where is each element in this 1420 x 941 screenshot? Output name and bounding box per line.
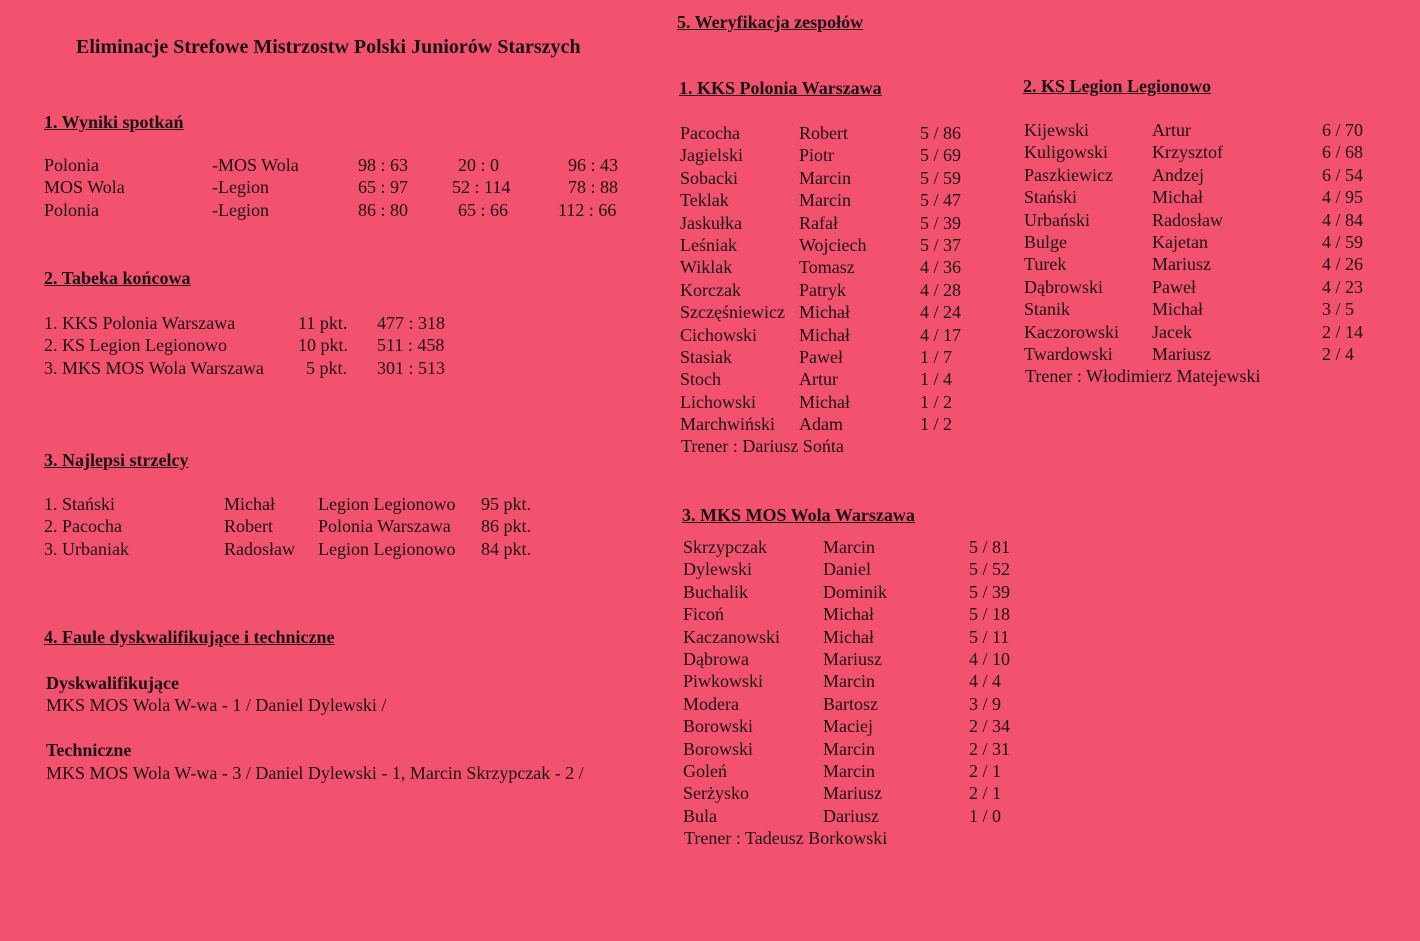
player-row (1024, 186, 1384, 208)
player-row (683, 693, 1023, 715)
player-last-name: Stanik (1024, 299, 1071, 320)
results-row (44, 199, 644, 221)
player-last-name: Korczak (680, 279, 741, 300)
player-stat: 6 / 70 (1322, 120, 1364, 140)
player-row (1024, 119, 1384, 141)
player-first-name: Andzej (1152, 164, 1204, 185)
player-row (680, 279, 990, 301)
player-first-name: Marcin (823, 537, 875, 557)
standings-team: 1. KKS Polonia Warszawa (44, 313, 236, 333)
player-stat: 4 / 17 (920, 324, 962, 345)
player-stat: 1 / 2 (920, 391, 953, 412)
player-stat: 4 / 23 (1322, 276, 1364, 297)
player-first-name: Michał (799, 302, 850, 323)
technical-text: MKS MOS Wola W-wa - 3 / Daniel Dylewski - 1, Marcin Skrzypczak - 2 / (46, 763, 584, 783)
player-row (683, 805, 1023, 827)
player-last-name: Twardowski (1024, 343, 1113, 364)
standings-row (44, 357, 494, 379)
scorer-name: 1. Stański (44, 494, 116, 514)
player-first-name: Mariusz (823, 648, 882, 669)
player-first-name: Adam (799, 414, 843, 435)
player-stat: 5 / 47 (920, 190, 962, 211)
player-row (680, 324, 990, 346)
player-first-name: Robert (799, 123, 848, 143)
section-5-heading: 5. Weryfikacja zespołów (677, 12, 864, 32)
player-first-name: Dariusz (823, 805, 879, 826)
player-row (680, 234, 990, 256)
team-polonia-roster (680, 122, 990, 458)
scorer-name: 3. Urbaniak (44, 538, 129, 559)
results-home: Polonia (44, 155, 100, 175)
scorer-row (44, 538, 564, 560)
player-first-name: Wojciech (799, 234, 867, 255)
results-home: Polonia (44, 199, 100, 220)
player-first-name: Radosław (1152, 209, 1223, 230)
player-last-name: Pacocha (680, 123, 740, 143)
player-last-name: Dąbrowa (683, 648, 749, 669)
player-first-name: Michał (823, 626, 874, 647)
results-score-2: 20 : 0 (458, 155, 500, 175)
results-row (44, 176, 644, 198)
player-stat: 4 / 10 (969, 648, 1011, 669)
player-row (680, 144, 990, 166)
section-3-heading: 3. Najlepsi strzelcy (44, 450, 189, 470)
team-mos-roster (683, 536, 1023, 849)
player-last-name: Turek (1024, 254, 1067, 275)
player-last-name: Serżysko (683, 783, 749, 804)
player-first-name: Paweł (799, 346, 843, 367)
player-stat: 4 / 84 (1322, 209, 1364, 230)
player-first-name: Jacek (1152, 321, 1192, 342)
player-row (683, 626, 1023, 648)
standings-score: 477 : 318 (377, 313, 446, 333)
scorer-club: Legion Legionowo (318, 494, 456, 514)
player-first-name: Rafał (799, 212, 838, 233)
player-last-name: Borowski (683, 738, 754, 759)
standings-row (44, 334, 494, 356)
player-first-name: Mariusz (823, 783, 882, 804)
player-last-name: Goleń (683, 760, 727, 781)
player-last-name: Lichowski (680, 391, 756, 412)
player-row (1024, 321, 1384, 343)
coach-name: Trener : Włodimierz Matejewski (1025, 366, 1261, 387)
player-last-name: Stoch (680, 369, 722, 390)
player-row (680, 301, 990, 323)
player-row (683, 558, 1023, 580)
player-last-name: Marchwiński (680, 414, 775, 435)
player-row (680, 368, 990, 390)
player-row (1024, 141, 1384, 163)
player-row (683, 581, 1023, 603)
player-row (680, 413, 990, 435)
disqualifying-text: MKS MOS Wola W-wa - 1 / Daniel Dylewski / (46, 695, 387, 715)
player-stat: 2 / 31 (969, 738, 1011, 759)
player-first-name: Bartosz (823, 693, 878, 714)
player-last-name: Cichowski (680, 324, 758, 345)
player-first-name: Daniel (823, 559, 871, 580)
player-row (680, 391, 990, 413)
player-last-name: Jaskułka (680, 212, 742, 233)
player-stat: 6 / 68 (1322, 142, 1364, 163)
player-row (680, 167, 990, 189)
player-stat: 1 / 7 (920, 346, 953, 367)
player-row (683, 603, 1023, 625)
technical-label: Techniczne (46, 740, 132, 760)
scorer-club: Legion Legionowo (318, 538, 456, 559)
player-stat: 5 / 11 (969, 626, 1010, 647)
player-last-name: Dylewski (683, 559, 752, 580)
player-row (1024, 231, 1384, 253)
scorer-row (44, 493, 564, 515)
player-last-name: Wiklak (680, 257, 733, 278)
scorer-first-name: Michał (224, 494, 275, 514)
player-stat: 6 / 54 (1322, 164, 1364, 185)
results-score-3: 96 : 43 (568, 155, 619, 175)
player-last-name: Jagielski (680, 145, 743, 166)
player-row (1024, 298, 1384, 320)
player-first-name: Michał (1152, 299, 1203, 320)
player-stat: 2 / 4 (1322, 343, 1355, 364)
player-last-name: Szczęśniewicz (680, 302, 785, 323)
player-row (683, 648, 1023, 670)
player-last-name: Dąbrowski (1024, 276, 1103, 297)
player-last-name: Ficoń (683, 604, 725, 625)
player-stat: 5 / 39 (920, 212, 962, 233)
player-row (680, 212, 990, 234)
player-row (683, 738, 1023, 760)
player-first-name: Piotr (799, 145, 835, 166)
player-row (1024, 253, 1384, 275)
results-score-2: 52 : 114 (452, 177, 511, 198)
results-score-3: 78 : 88 (568, 177, 619, 198)
player-stat: 4 / 24 (920, 302, 962, 323)
player-stat: 4 / 36 (920, 257, 962, 278)
player-row (683, 782, 1023, 804)
player-row (683, 760, 1023, 782)
results-score-1: 65 : 97 (358, 177, 409, 198)
player-last-name: Sobacki (680, 167, 738, 188)
player-stat: 3 / 5 (1322, 299, 1355, 320)
scorer-row (44, 515, 564, 537)
player-first-name: Artur (799, 369, 838, 390)
player-row (1024, 164, 1384, 186)
player-first-name: Michał (799, 324, 850, 345)
player-stat: 4 / 4 (969, 671, 1002, 692)
player-stat: 5 / 18 (969, 604, 1011, 625)
player-stat: 4 / 59 (1322, 231, 1364, 252)
standings-team: 3. MKS MOS Wola Warszawa (44, 357, 264, 378)
player-stat: 4 / 95 (1322, 187, 1364, 208)
scorer-points: 84 pkt. (481, 538, 532, 559)
player-first-name: Krzysztof (1152, 142, 1223, 163)
results-score-1: 86 : 80 (358, 199, 409, 220)
player-stat: 5 / 52 (969, 559, 1011, 580)
player-row (683, 715, 1023, 737)
player-row (680, 122, 990, 144)
player-last-name: Stański (1024, 187, 1078, 208)
standings-points: 11 pkt. (298, 313, 348, 333)
player-row (1024, 276, 1384, 298)
coach-name: Trener : Tadeusz Borkowski (684, 828, 888, 849)
coach-line (680, 435, 990, 457)
player-last-name: Kijewski (1024, 120, 1089, 140)
results-row (44, 154, 644, 176)
coach-line (683, 827, 1023, 849)
team-legion-heading: 2. KS Legion Legionowo (1023, 76, 1212, 96)
player-last-name: Kaczorowski (1024, 321, 1119, 342)
player-stat: 1 / 4 (920, 369, 953, 390)
scorer-club: Polonia Warszawa (318, 516, 451, 537)
player-stat: 5 / 81 (969, 537, 1011, 557)
team-polonia-heading: 1. KKS Polonia Warszawa (679, 78, 882, 98)
standings-table (44, 312, 494, 379)
player-last-name: Urbański (1024, 209, 1090, 230)
results-score-3: 112 : 66 (558, 199, 617, 220)
player-stat: 2 / 1 (969, 760, 1002, 781)
results-home: MOS Wola (44, 177, 125, 198)
section-4-heading: 4. Faule dyskwalifikujące i techniczne (44, 627, 335, 647)
section-2-heading: 2. Tabeka końcowa (44, 268, 191, 288)
player-last-name: Paszkiewicz (1024, 164, 1113, 185)
player-last-name: Leśniak (680, 234, 737, 255)
player-first-name: Marcin (823, 671, 875, 692)
coach-name: Trener : Dariusz Sońta (681, 436, 844, 457)
player-row (1024, 209, 1384, 231)
player-stat: 2 / 34 (969, 716, 1011, 737)
player-stat: 5 / 39 (969, 581, 1011, 602)
player-stat: 4 / 28 (920, 279, 962, 300)
player-stat: 3 / 9 (969, 693, 1002, 714)
player-last-name: Bulge (1024, 231, 1067, 252)
player-first-name: Kajetan (1152, 231, 1208, 252)
player-first-name: Tomasz (799, 257, 855, 278)
scorers-table (44, 493, 564, 560)
player-last-name: Buchalik (683, 581, 748, 602)
player-stat: 5 / 69 (920, 145, 962, 166)
player-row (680, 256, 990, 278)
standings-row (44, 312, 494, 334)
player-last-name: Borowski (683, 716, 754, 737)
player-stat: 5 / 86 (920, 123, 962, 143)
results-away: -MOS Wola (212, 155, 299, 175)
coach-line (1024, 365, 1384, 387)
section-1-heading: 1. Wyniki spotkań (44, 112, 184, 132)
player-first-name: Artur (1152, 120, 1191, 140)
player-first-name: Marcin (799, 167, 851, 188)
results-away: -Legion (212, 199, 269, 220)
scorer-first-name: Radosław (224, 538, 295, 559)
standings-points: 10 pkt. (298, 335, 349, 356)
player-last-name: Skrzypczak (683, 537, 767, 557)
player-last-name: Stasiak (680, 346, 732, 367)
player-row (680, 346, 990, 368)
player-first-name: Michał (823, 604, 874, 625)
player-last-name: Piwkowski (683, 671, 764, 692)
player-first-name: Michał (1152, 187, 1203, 208)
player-row (680, 189, 990, 211)
player-first-name: Dominik (823, 581, 888, 602)
player-last-name: Kaczanowski (683, 626, 780, 647)
standings-team: 2. KS Legion Legionowo (44, 335, 227, 356)
player-first-name: Michał (799, 391, 850, 412)
standings-score: 511 : 458 (377, 335, 445, 356)
results-score-2: 65 : 66 (458, 199, 509, 220)
player-first-name: Marcin (823, 738, 875, 759)
player-first-name: Maciej (823, 716, 873, 737)
results-away: -Legion (212, 177, 269, 198)
player-first-name: Paweł (1152, 276, 1196, 297)
player-stat: 1 / 2 (920, 414, 953, 435)
results-table (44, 154, 644, 221)
player-first-name: Marcin (823, 760, 875, 781)
player-first-name: Mariusz (1152, 343, 1211, 364)
player-first-name: Mariusz (1152, 254, 1211, 275)
scorer-name: 2. Pacocha (44, 516, 122, 537)
player-stat: 2 / 1 (969, 783, 1002, 804)
scorer-points: 86 pkt. (481, 516, 532, 537)
scorer-first-name: Robert (224, 516, 273, 537)
results-score-1: 98 : 63 (358, 155, 409, 175)
player-last-name: Teklak (680, 190, 729, 211)
player-last-name: Bula (683, 805, 717, 826)
player-stat: 1 / 0 (969, 805, 1002, 826)
standings-points: 5 pkt. (306, 357, 348, 378)
disqualifying-label: Dyskwalifikujące (46, 673, 180, 693)
player-last-name: Kuligowski (1024, 142, 1109, 163)
player-stat: 4 / 26 (1322, 254, 1364, 275)
team-mos-heading: 3. MKS MOS Wola Warszawa (682, 505, 915, 525)
player-last-name: Modera (683, 693, 739, 714)
standings-score: 301 : 513 (377, 357, 446, 378)
player-stat: 5 / 59 (920, 167, 962, 188)
scorer-points: 95 pkt. (481, 494, 532, 514)
player-stat: 5 / 37 (920, 234, 962, 255)
player-row (1024, 343, 1384, 365)
page-title: Eliminacje Strefowe Mistrzostw Polski Juniorów Starszych (76, 36, 581, 58)
player-first-name: Marcin (799, 190, 851, 211)
team-legion-roster (1024, 119, 1384, 388)
player-first-name: Patryk (799, 279, 846, 300)
player-row (683, 670, 1023, 692)
player-stat: 2 / 14 (1322, 321, 1364, 342)
player-row (683, 536, 1023, 558)
